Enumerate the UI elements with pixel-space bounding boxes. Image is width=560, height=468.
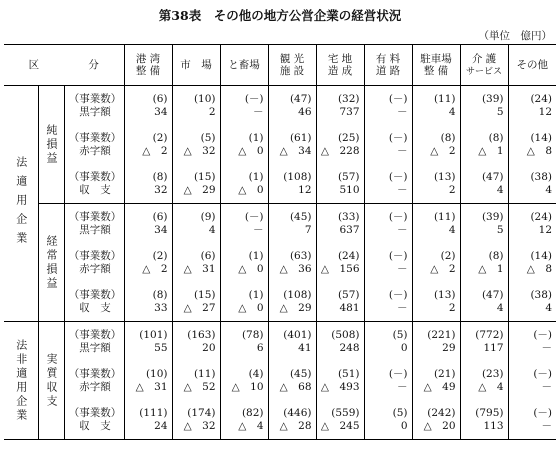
value-cell: (57) 510 <box>316 164 364 204</box>
value-cell: (23) △ 4 <box>460 361 508 400</box>
value-cell: (108) △ 29 <box>268 282 316 322</box>
value-cell: (47) 4 <box>460 282 508 322</box>
value-cell: (2) △ 2 <box>412 243 460 282</box>
value-cell: (33) 637 <box>316 204 364 244</box>
col-header: 観 光 施 設 <box>268 45 316 86</box>
col-header: その他 <box>508 45 556 86</box>
value-cell: (559) △ 245 <box>316 400 364 440</box>
value-cell: (111) 24 <box>124 400 172 440</box>
value-cell: (51) △ 493 <box>316 361 364 400</box>
col-header: 港 湾 整 備 <box>124 45 172 86</box>
value-cell: (82) △ 4 <box>220 400 268 440</box>
value-cell: (101) 55 <box>124 322 172 362</box>
value-cell: (8) △ 1 <box>460 125 508 164</box>
header-kubun <box>4 45 124 86</box>
value-cell: (38) 4 <box>508 164 556 204</box>
value-cell: (8) 33 <box>124 282 172 322</box>
row-label: （事業数） 収 支 <box>64 164 124 204</box>
value-cell: (24) 12 <box>508 86 556 126</box>
value-cell: (24) △ 156 <box>316 243 364 282</box>
value-cell: (－) － <box>508 361 556 400</box>
subcategory-label: 実質収支 <box>38 322 64 440</box>
table-row <box>4 164 556 204</box>
value-cell: (45) △ 68 <box>268 361 316 400</box>
table-row <box>4 282 556 322</box>
value-cell: (14) △ 8 <box>508 125 556 164</box>
value-cell: (1) △ 0 <box>220 164 268 204</box>
value-cell: (61) △ 34 <box>268 125 316 164</box>
value-cell: (78) 6 <box>220 322 268 362</box>
value-cell: (11) △ 52 <box>172 361 220 400</box>
header-row <box>4 45 556 86</box>
row-label: （事業数） 収 支 <box>64 282 124 322</box>
table-row <box>4 125 556 164</box>
value-cell: (6) △ 31 <box>172 243 220 282</box>
value-cell: (1) △ 0 <box>220 125 268 164</box>
value-cell: (－) － <box>220 204 268 244</box>
value-cell: (－) － <box>508 322 556 362</box>
value-cell: (9) 4 <box>172 204 220 244</box>
value-cell: (47) 46 <box>268 86 316 126</box>
row-label: （事業数） 赤字額 <box>68 249 122 275</box>
data-table <box>4 44 556 440</box>
value-cell: (15) △ 27 <box>172 282 220 322</box>
value-cell: (21) △ 49 <box>412 361 460 400</box>
value-cell: (163) 20 <box>172 322 220 362</box>
value-cell: (13) 2 <box>412 164 460 204</box>
col-header: 介 護 サービス <box>460 45 508 86</box>
category-hou-tekiyou: 法適用企業 <box>4 86 38 322</box>
value-cell: (－) － <box>364 164 412 204</box>
col-header: 宅 地 造 成 <box>316 45 364 86</box>
col-header: 有 料 道 路 <box>364 45 412 86</box>
value-cell: (－) － <box>220 86 268 126</box>
value-cell: (1) △ 0 <box>220 243 268 282</box>
value-cell: (5) 0 <box>364 322 412 362</box>
value-cell: (63) △ 36 <box>268 243 316 282</box>
value-cell: (5) △ 32 <box>172 125 220 164</box>
value-cell: (11) 4 <box>412 86 460 126</box>
category-hou-hi-tekiyou: 法非適用企業 <box>4 322 38 440</box>
value-cell: (57) 481 <box>316 282 364 322</box>
row-label: （事業数） 赤字額 <box>68 131 122 157</box>
subcategory-label: 経常損益 <box>38 204 64 322</box>
table-row <box>4 361 556 400</box>
value-cell: (－) － <box>364 204 412 244</box>
table-row <box>4 400 556 440</box>
value-cell: (15) △ 29 <box>172 164 220 204</box>
value-cell: (24) 12 <box>508 204 556 244</box>
value-cell: (－) － <box>508 400 556 440</box>
col-header: と畜場 <box>220 45 268 86</box>
value-cell: (11) 4 <box>412 204 460 244</box>
table-row <box>4 204 556 244</box>
value-cell: (10) △ 31 <box>124 361 172 400</box>
value-cell: (446) △ 28 <box>268 400 316 440</box>
value-cell: (14) △ 8 <box>508 243 556 282</box>
value-cell: (38) 4 <box>508 282 556 322</box>
value-cell: (8) △ 1 <box>460 243 508 282</box>
value-cell: (32) 737 <box>316 86 364 126</box>
unit-label: （単位 億円） <box>478 30 552 42</box>
value-cell: (－) － <box>364 86 412 126</box>
value-cell: (－) － <box>364 282 412 322</box>
col-header: 駐車場 整 備 <box>412 45 460 86</box>
value-cell: (174) △ 32 <box>172 400 220 440</box>
row-label: （事業数） 収 支 <box>64 400 124 440</box>
value-cell: (－) － <box>364 243 412 282</box>
table-row <box>4 86 556 126</box>
col-header: 市 場 <box>172 45 220 86</box>
row-label: （事業数） 黒字額 <box>68 92 122 118</box>
subcategory-label: 純損益 <box>38 86 64 204</box>
value-cell: (6) 34 <box>124 86 172 126</box>
value-cell: (221) 29 <box>412 322 460 362</box>
value-cell: (401) 41 <box>268 322 316 362</box>
table-row <box>4 322 556 362</box>
value-cell: (795) 113 <box>460 400 508 440</box>
value-cell: (108) 12 <box>268 164 316 204</box>
row-label: （事業数） 黒字額 <box>68 210 122 236</box>
value-cell: (508) 248 <box>316 322 364 362</box>
value-cell: (25) △ 228 <box>316 125 364 164</box>
value-cell: (4) △ 10 <box>220 361 268 400</box>
value-cell: (2) △ 2 <box>124 243 172 282</box>
table-row <box>4 243 556 282</box>
value-cell: (2) △ 2 <box>124 125 172 164</box>
value-cell: (8) 32 <box>124 164 172 204</box>
row-label: （事業数） 黒字額 <box>68 328 122 354</box>
header-bun: 分 <box>88 59 99 71</box>
value-cell: (5) 0 <box>364 400 412 440</box>
value-cell: (45) 7 <box>268 204 316 244</box>
value-cell: (6) 34 <box>124 204 172 244</box>
value-cell: (1) △ 0 <box>220 282 268 322</box>
value-cell: (－) － <box>364 361 412 400</box>
value-cell: (242) △ 20 <box>412 400 460 440</box>
value-cell: (47) 4 <box>460 164 508 204</box>
value-cell: (39) 5 <box>460 86 508 126</box>
value-cell: (10) 2 <box>172 86 220 126</box>
value-cell: (39) 5 <box>460 204 508 244</box>
value-cell: (－) － <box>364 125 412 164</box>
value-cell: (772) 117 <box>460 322 508 362</box>
value-cell: (13) 2 <box>412 282 460 322</box>
value-cell: (8) △ 2 <box>412 125 460 164</box>
row-label: （事業数） 赤字額 <box>68 367 122 393</box>
header-ku: 区 <box>28 59 40 71</box>
table-title: 第38表 その他の地方公営企業の経営状況 <box>158 8 402 23</box>
